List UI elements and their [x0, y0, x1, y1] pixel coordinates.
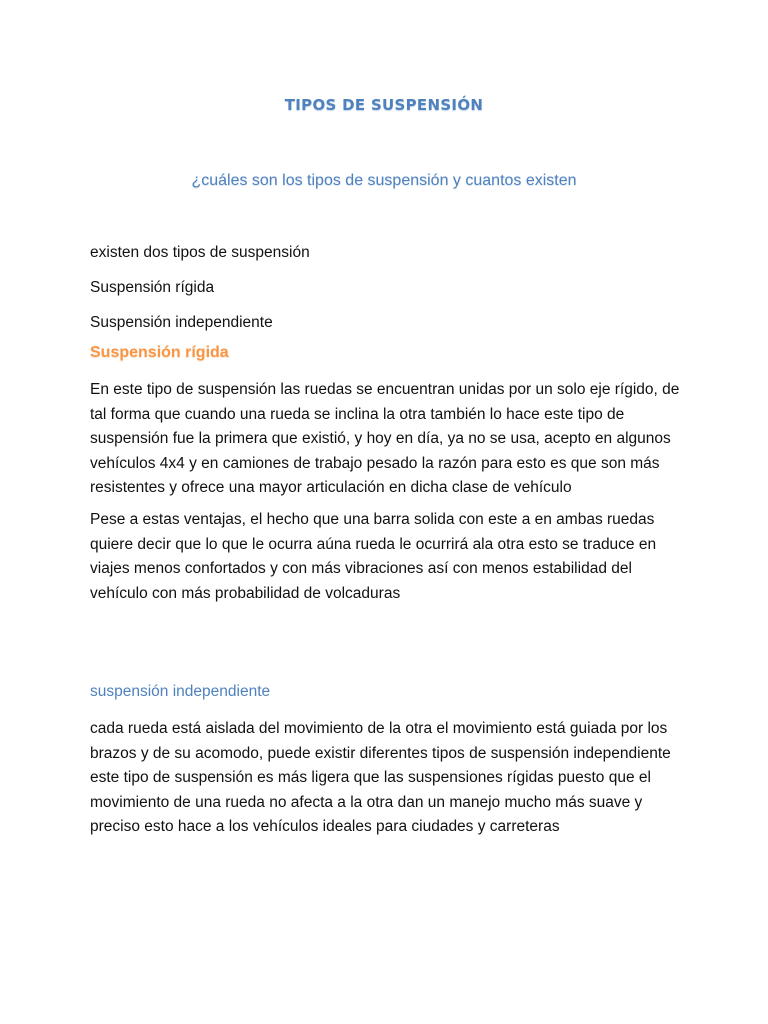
document-title: TIPOS DE SUSPENSIÓN: [284, 96, 484, 114]
section-heading-rigid: Suspensión rígida: [90, 344, 229, 361]
document-subtitle: ¿cuáles son los tipos de suspensión y cuantos existen: [191, 172, 577, 189]
paragraph-independent-1: cada rueda está aislada del movimiento de la otra el movimiento está guiada por los brazos y de su acomodo, puede existir diferentes tipos de suspensión independiente este tipo de suspensión es más ligera que las suspensiones rígidas puesto que el movimiento de una rueda no afecta a la otra dan un manejo mucho más suave y preciso esto hace a los vehículos ideales para ciudades y carreteras: [90, 720, 671, 835]
section-heading-independent: suspensión independiente: [90, 683, 271, 700]
intro-line: existen dos tipos de suspensión: [90, 244, 310, 261]
intro-line: Suspensión independiente: [90, 314, 273, 331]
intro-line: Suspensión rígida: [90, 279, 215, 296]
paragraph-rigid-1: En este tipo de suspensión las ruedas se encuentran unidas por un solo eje rígido, de tal forma que cuando una rueda se inclina la otra también lo hace este tipo de suspensión fue la primera que existió, y hoy en día, ya no se usa, acepto en algunos vehículos 4x4 y en camiones de trabajo pesado la razón para esto es que son más resistentes y ofrece una mayor articulación en dicha clase de vehículo: [90, 381, 680, 496]
paragraph-rigid-2: Pese a estas ventajas, el hecho que una barra solida con este a en ambas ruedas quiere decir que lo que le ocurra aúna rueda le ocurrirá ala otra esto se traduce en viajes menos confortados y con más vibraciones así con menos estabilidad del vehículo con más probabilidad de volcaduras: [90, 511, 657, 602]
